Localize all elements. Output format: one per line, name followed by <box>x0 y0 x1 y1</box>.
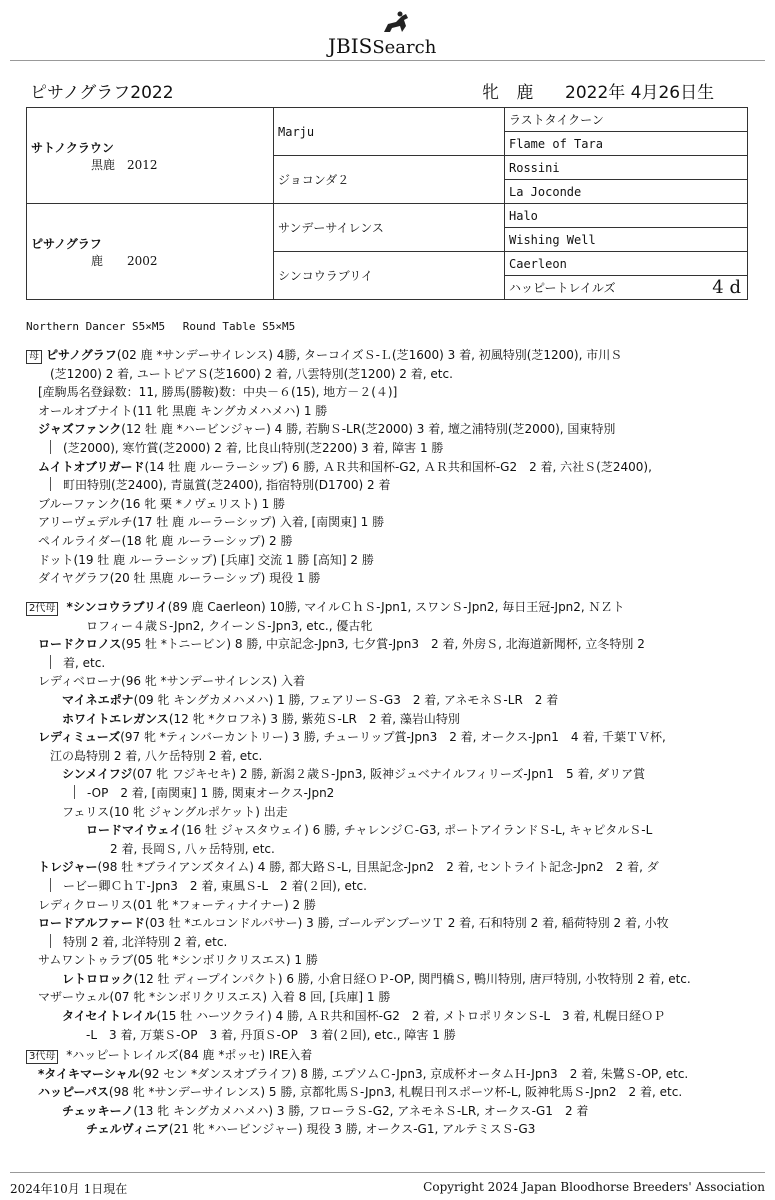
horse-record-text: サムワントゥラブ(05 牝 *シンボリクリスエス) 1 勝 <box>26 953 318 968</box>
horse-birth-date: 2022年 4月26日生 <box>565 83 715 103</box>
text-line <box>26 635 756 654</box>
horse-record-text: (92 セン *ダンスオブライフ) 8 勝, エプソムＣ-Jpn3, 京成杯オータムＨ-Jpn3 2 着, 朱鷺Ｓ-OP, etc. <box>139 1066 689 1081</box>
horse-record-text: 江の島特別 2 着, 八ケ岳特別 2 着, etc. <box>26 748 263 763</box>
horse-record-text: (14 牡 鹿 ルーラーシップ) 6 勝, ＡＲ共和国杯-G2, ＡＲ共和国杯-G2 2 着, 六社Ｓ(芝2400), <box>144 459 652 474</box>
dss-cell[interactable]: Halo <box>505 204 748 228</box>
horse-record-text: (95 牡 *トニービン) 8 勝, 中京記念-Jpn3, 七夕賞-Jpn3 2 着, 外房Ｓ, 北海道新聞杯, 立冬特別 2 <box>121 637 645 652</box>
dam-name[interactable]: ピサノグラフ <box>31 236 102 251</box>
text-line <box>26 346 756 365</box>
horse-name-link[interactable]: ピサノグラフ <box>46 348 117 362</box>
horse-title-bar <box>30 78 760 102</box>
horse-record-text: (12 牝 *クロフネ) 3 勝, 紫苑Ｓ-LR 2 着, 藻岩山特別 <box>168 711 460 726</box>
text-line <box>26 569 756 588</box>
horse-record-text: (15 牡 ハーツクライ) 4 勝, ＡＲ共和国杯-G2 2 着, メトロポリタンＳ-L 3 着, 札幌日経ＯＰ <box>156 1009 666 1024</box>
text-line <box>26 551 756 570</box>
text-line <box>26 691 756 710</box>
horse-record-text: (97 牝 *ティンバーカントリー) 3 勝, チューリップ賞-Jpn3 2 着, オークス-Jpn1 4 着, 千葉ＴＶ杯, <box>120 730 666 745</box>
continuation-bar <box>50 477 51 491</box>
horse-record-text: ダイヤグラフ(20 牡 黒鹿 ルーラーシップ) 現役 1 勝 <box>26 571 321 586</box>
horse-record-text: (16 牡 ジャスタウェイ) 6 勝, チャレンジＣ-G3, ポートアイランドＳ-L, キャピタルＳ-L <box>181 823 653 838</box>
copyright: Copyright 2024 Japan Bloodhorse Breeders' Association <box>423 1180 765 1194</box>
text-line <box>26 784 756 803</box>
horse-record-text: (03 牡 *エルコンドルパサー) 3 勝, ゴールデンブーツＴ 2 着, 石和特別 2 着, 稲荷特別 2 着, 小牧 <box>144 916 669 931</box>
text-line <box>26 1007 756 1026</box>
second-dam-section <box>26 598 756 1044</box>
horse-name-link[interactable]: ロードクロノス <box>26 637 122 652</box>
text-line <box>26 933 756 952</box>
horse-name-link[interactable]: レディミューズ <box>26 730 121 745</box>
third-dam-section <box>26 1046 756 1139</box>
horse-record-text: (芝1200) 2 着, ユートピアＳ(芝1600) 2 着, 八雲特別(芝1200) 2 着, etc. <box>26 366 453 381</box>
continuation-bar <box>74 785 75 799</box>
sire-dam-cell[interactable]: ジョコンダ２ <box>274 156 505 204</box>
text-line <box>26 840 756 859</box>
text-line <box>26 821 756 840</box>
text-line <box>26 877 756 896</box>
text-line <box>26 383 756 402</box>
text-line <box>26 1120 756 1139</box>
horse-record-text: (21 牝 *ハービンジャー) 現役 3 勝, オークス-G1, アルテミスＳ-G3 <box>168 1122 536 1137</box>
horse-name: ピサノグラフ2022 <box>30 83 174 103</box>
pedigree-table <box>26 107 748 300</box>
text-line <box>26 458 756 477</box>
ssd-cell[interactable]: Flame of Tara <box>505 132 748 156</box>
as-of-date: 2024年10月 1日現在 <box>10 1182 128 1196</box>
horse-record-text: (89 鹿 Caerleon) 10勝, マイルＣｈＳ-Jpn1, スワンＳ-Jpn2, 毎日王冠-Jpn2, ＮＺト <box>167 600 625 614</box>
dam-line-section <box>26 346 756 588</box>
horse-record-text: (12 牡 鹿 *ハービンジャー) 4 勝, 若駒Ｓ-LR(芝2000) 3 着, 壇之浦特別(芝2000), 国東特別 <box>121 422 616 437</box>
header <box>0 0 775 60</box>
ddd-name[interactable]: ハッピートレイルズ <box>509 281 616 295</box>
text-line <box>26 1046 756 1065</box>
horse-name-link[interactable]: ロードアルファード <box>26 916 145 931</box>
dam-dam-cell[interactable]: シンコウラブリイ <box>274 252 505 300</box>
text-line <box>26 858 756 877</box>
horse-record-text: マザーウェル(07 牝 *シンボリクリスエス) 入着 8 回, [兵庫] 1 勝 <box>26 990 391 1005</box>
continuation-bar <box>50 934 51 948</box>
horse-record-text: 着, etc. <box>63 655 106 670</box>
dam-info: 鹿 2002 <box>91 253 158 268</box>
text-line <box>26 402 756 421</box>
horse-record-text: 2 着, 長岡Ｓ, 八ヶ岳特別, etc. <box>26 841 275 856</box>
horse-record-text: -OP 2 着, [南関東] 1 勝, 関東オークス-Jpn2 <box>87 785 335 800</box>
dam-cell <box>27 204 274 300</box>
text-line <box>26 710 756 729</box>
horse-record-text: (02 鹿 *サンデーサイレンス) 4勝, ターコイズＳ-Ｌ(芝1600) 3 着, 初風特別(芝1200), 市川Ｓ <box>116 348 623 362</box>
horse-record-text: 町田特別(芝2400), 青嵐賞(芝2400), 指宿特別(D1700) 2 着 <box>63 478 391 493</box>
horse-name-link[interactable]: ホワイトエレガンス <box>26 711 169 726</box>
text-line <box>26 1065 756 1084</box>
horse-record-text: (12 牡 ディープインパクト) 6 勝, 小倉日経ＯＰ-OP, 関門橋Ｓ, 鴨川特別, 唐戸特別, 小牧特別 2 着, etc. <box>133 971 691 986</box>
text-line <box>26 1026 756 1045</box>
sdd-cell[interactable]: La Joconde <box>505 180 748 204</box>
text-line <box>26 728 756 747</box>
horse-name-link[interactable]: ハッピーパス <box>26 1085 109 1100</box>
horse-name-link[interactable]: マイネエポナ <box>26 692 134 707</box>
text-line <box>26 951 756 970</box>
text-line <box>26 672 756 691</box>
logo-text-jbis: JBIS <box>328 34 373 58</box>
horse-name-link[interactable]: トレジャー <box>26 860 98 875</box>
horse-record-text: *ハッピートレイルズ(84 鹿 *ポッセ) IRE入着 <box>62 1048 313 1062</box>
sire-cell <box>27 108 274 204</box>
horse-record-text: (芝2000), 寒竹賞(芝2000) 2 着, 比良山特別(芝2200) 3 着, 障害 1 勝 <box>63 440 444 455</box>
logo-text-search: Search <box>372 37 437 58</box>
text-line <box>26 988 756 1007</box>
horse-record-text: (98 牡 *ブライアンズタイム) 4 勝, 都大路Ｓ-L, 目黒記念-Jpn2 2 着, セントライト記念-Jpn2 2 着, ダ <box>97 860 659 875</box>
text-line <box>26 747 756 766</box>
horse-name-link[interactable]: ロードマイウェイ <box>26 823 182 838</box>
horse-name-link[interactable]: チェルヴィニア <box>26 1122 169 1137</box>
family-number: 4 d <box>712 277 741 298</box>
horse-record-text: ブルーファンク(16 牝 栗 *ノヴェリスト) 1 勝 <box>26 496 286 511</box>
horse-record-text: (98 牝 *サンデーサイレンス) 5 勝, 京都牝馬Ｓ-Jpn3, 札幌日刊スポーツ杯-L, 阪神牝馬Ｓ-Jpn2 2 着, etc. <box>108 1085 683 1100</box>
header-divider <box>10 60 765 61</box>
horse-record-text: ービー卿ＣｈＴ-Jpn3 2 着, 東風Ｓ-L 2 着(２回), etc. <box>63 878 367 893</box>
horse-record-text: (07 牝 フジキセキ) 2 勝, 新潟２歳Ｓ-Jpn3, 阪神ジュベナイルフィリーズ-Jpn1 5 着, ダリア賞 <box>132 767 646 782</box>
text-line <box>26 803 756 822</box>
jbis-search-logo[interactable] <box>328 8 468 58</box>
horse-name-link[interactable]: シンメイフジ <box>26 767 133 782</box>
horse-record-text: ロフィー４歳Ｓ-Jpn2, クイーンＳ-Jpn3, etc., 優古牝 <box>26 618 373 633</box>
dsd-cell[interactable]: Wishing Well <box>505 228 748 252</box>
dam-sire-cell[interactable]: サンデーサイレンス <box>274 204 505 252</box>
horse-record-text: (13 牝 キングカメハメハ) 3 勝, フローラＳ-G2, アネモネＳ-LR, オークス-G1 2 着 <box>133 1103 589 1118</box>
text-line <box>26 617 756 636</box>
text-line <box>26 1102 756 1121</box>
text-line <box>26 896 756 915</box>
text-line <box>26 914 756 933</box>
text-line <box>26 439 756 458</box>
horse-name-link[interactable]: レトロロック <box>26 971 134 986</box>
text-line <box>26 654 756 673</box>
inbreeding-cross: Northern Dancer S5×M5 Round Table S5×M5 <box>26 320 296 333</box>
text-line <box>26 970 756 989</box>
text-line <box>26 420 756 439</box>
horse-record-text: オールオブナイト(11 牝 黒鹿 キングカメハメハ) 1 勝 <box>26 403 328 418</box>
horse-record-text: -L 3 着, 万葉Ｓ-OP 3 着, 丹頂Ｓ-OP 3 着(２回), etc., 障害 1 勝 <box>26 1027 456 1042</box>
horse-name-link[interactable]: ムイトオブリガード <box>26 459 145 474</box>
text-line <box>26 513 756 532</box>
text-line <box>26 365 756 384</box>
ddd-cell <box>505 276 748 300</box>
sds-cell[interactable]: Rossini <box>505 156 748 180</box>
horse-name-link[interactable]: チェッキーノ <box>26 1103 134 1118</box>
sire-name[interactable]: サトノクラウン <box>31 140 114 155</box>
text-line <box>26 495 756 514</box>
horse-name-link[interactable]: ジャズファンク <box>26 422 122 437</box>
sire-sire-cell[interactable]: Marju <box>274 108 505 156</box>
generation-tag: 3代母 <box>26 1050 58 1064</box>
continuation-bar <box>50 655 51 669</box>
horse-record-text: ドット(19 牡 鹿 ルーラーシップ) [兵庫] 交流 1 勝 [高知] 2 勝 <box>26 552 374 567</box>
continuation-bar <box>50 878 51 892</box>
horse-name-link[interactable]: タイセイトレイル <box>26 1009 157 1024</box>
horse-record-text: フェリス(10 牝 ジャングルポケット) 出走 <box>26 804 288 819</box>
generation-tag: 2代母 <box>26 602 58 616</box>
text-line <box>26 765 756 784</box>
text-line <box>26 1083 756 1102</box>
horse-rider-icon <box>378 10 414 34</box>
horse-record-text: ペイルライダー(18 牝 鹿 ルーラーシップ) 2 勝 <box>26 533 293 548</box>
horse-record-text: 特別 2 着, 北洋特別 2 着, etc. <box>63 934 228 949</box>
text-line <box>26 476 756 495</box>
horse-record-text: レディクローリス(01 牝 *フォーティナイナー) 2 勝 <box>26 897 316 912</box>
text-line <box>26 598 756 617</box>
horse-sex-color: 牝 鹿 <box>482 83 540 103</box>
text-line <box>26 532 756 551</box>
continuation-bar <box>50 440 51 454</box>
sss-cell[interactable]: ラストタイクーン <box>505 108 748 132</box>
dds-cell[interactable]: Caerleon <box>505 252 748 276</box>
horse-record-text: (09 牝 キングカメハメハ) 1 勝, フェアリーＳ-G3 2 着, アネモネＳ-LR 2 着 <box>133 692 559 707</box>
horse-name-link[interactable]: *タイキマーシャル <box>26 1066 140 1081</box>
sire-info: 黒鹿 2012 <box>91 157 158 172</box>
footer-divider <box>10 1172 765 1173</box>
horse-record-text: レディベローナ(96 牝 *サンデーサイレンス) 入着 <box>26 674 306 689</box>
horse-record-text: [産駒馬名登録数：11, 勝馬(勝鞍)数：中央－６(15), 地方－２(４)] <box>26 385 398 400</box>
generation-tag: 母 <box>26 350 42 364</box>
horse-name-link[interactable]: *シンコウラブリイ <box>62 600 168 614</box>
horse-record-text: アリーヴェデルチ(17 牡 鹿 ルーラーシップ) 入着, [南関東] 1 勝 <box>26 515 385 530</box>
